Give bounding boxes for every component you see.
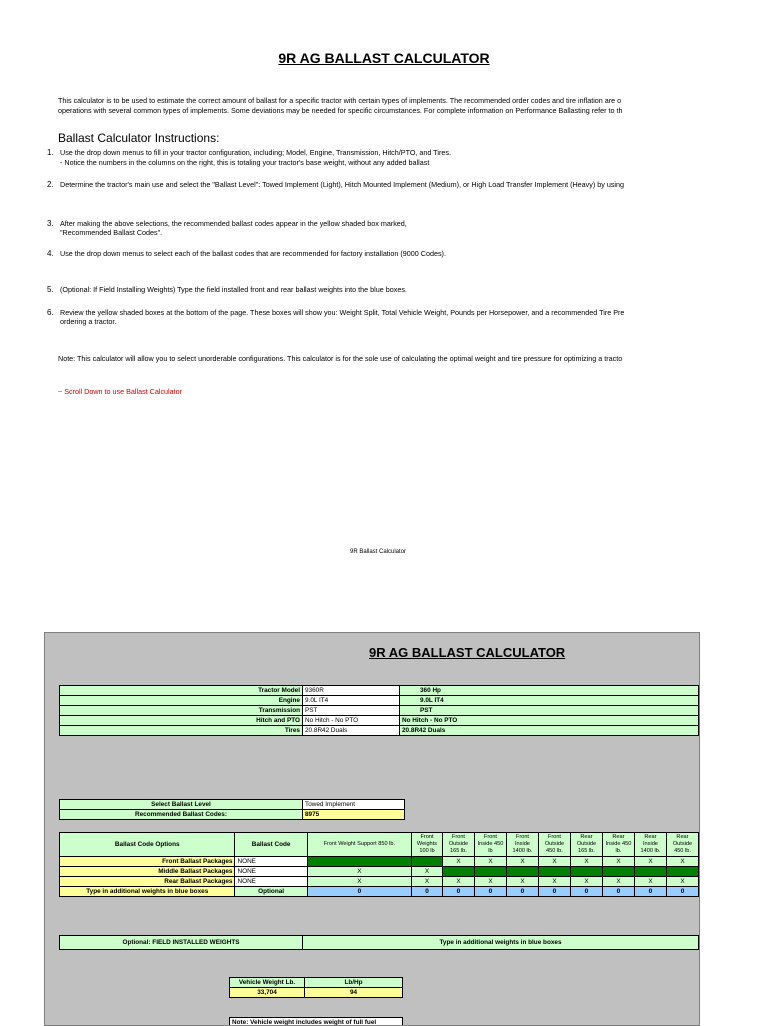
ballast-cell: X bbox=[442, 877, 474, 887]
step-text: Review the yellow shaded boxes at the bottom of the page. These boxes will show you: Weight Split, Total Vehicle Weight, Pounds per Horsepower, and a recommended Tire Pre bbox=[60, 308, 698, 317]
step-5 bbox=[0, 285, 698, 297]
footnote-table bbox=[229, 1017, 403, 1026]
ballast-cell bbox=[506, 867, 538, 877]
vehicle-weight-header: Vehicle Weight Lb. bbox=[230, 978, 305, 988]
col-header: Front Weight Support 850 lb. bbox=[307, 833, 411, 857]
ballast-level-label: Select Ballast Level bbox=[60, 800, 303, 810]
field-weights-label: Optional: FIELD INSTALLED WEIGHTS bbox=[60, 936, 303, 950]
weight-input[interactable]: 0 bbox=[602, 887, 634, 897]
ballast-cell: X bbox=[474, 857, 506, 867]
ballast-options-table bbox=[59, 832, 699, 897]
ballast-cell: X bbox=[666, 877, 698, 887]
step-text: Use the drop down menus to fill in your tractor configuration, including; Model, Engine, Transmission, Hitch/PTO, and Tires. bbox=[60, 148, 698, 157]
config-label: Tractor Model bbox=[60, 686, 303, 696]
config-info: 360 Hp bbox=[400, 686, 699, 696]
col-header: Front Inside 1400 lb. bbox=[506, 833, 538, 857]
config-info: 9.0L IT4 bbox=[400, 696, 699, 706]
step-number: 5. bbox=[47, 285, 54, 294]
ballast-cell bbox=[634, 867, 666, 877]
step-number: 4. bbox=[47, 249, 54, 258]
step-number: 6. bbox=[47, 308, 54, 317]
recommended-codes-value: 8975 bbox=[303, 810, 405, 820]
config-row bbox=[60, 696, 699, 706]
step-text: "Recommended Ballast Codes". bbox=[60, 228, 698, 237]
tractor-model-select[interactable]: 9360R bbox=[303, 686, 400, 696]
ballast-calculator-panel bbox=[44, 632, 700, 1026]
field-weights-table bbox=[59, 935, 699, 950]
ballast-cell bbox=[474, 867, 506, 877]
tires-select[interactable]: 20.8R42 Duals bbox=[303, 726, 400, 736]
optional-label: Optional bbox=[235, 887, 307, 897]
step-number: 1. bbox=[47, 148, 54, 157]
step-number: 2. bbox=[47, 180, 54, 189]
config-row bbox=[60, 726, 699, 736]
col-header: Rear Inside 450 lb. bbox=[602, 833, 634, 857]
config-label: Hitch and PTO bbox=[60, 716, 303, 726]
note-text: Note: This calculator will allow you to select unorderable configurations. This calculator is for the sole use of calculating the optimal weight and tire pressure for optimizing a tracto bbox=[58, 354, 698, 363]
options-header: Ballast Code Options bbox=[60, 833, 235, 857]
rear-ballast-select[interactable]: NONE bbox=[235, 877, 307, 887]
config-label: Transmission bbox=[60, 706, 303, 716]
intro-line-2: operations with several common types of implements. Some deviations may be needed for specific circumstances. For complete information on Performance Ballasting refer to th bbox=[58, 106, 698, 116]
front-ballast-select[interactable]: NONE bbox=[235, 857, 307, 867]
engine-select[interactable]: 9.0L IT4 bbox=[303, 696, 400, 706]
ballast-cell bbox=[602, 867, 634, 877]
ballast-cell: X bbox=[307, 877, 411, 887]
col-header: Rear Outside 450 lb. bbox=[666, 833, 698, 857]
weight-input[interactable]: 0 bbox=[506, 887, 538, 897]
middle-ballast-select[interactable]: NONE bbox=[235, 867, 307, 877]
ballast-cell: X bbox=[506, 857, 538, 867]
ballast-level-select[interactable]: Towed Implement bbox=[303, 800, 405, 810]
config-info: 20.8R42 Duals bbox=[400, 726, 699, 736]
weight-input[interactable]: 0 bbox=[634, 887, 666, 897]
ballast-cell: X bbox=[506, 877, 538, 887]
ballast-cell: X bbox=[474, 877, 506, 887]
step-text: Determine the tractor's main use and select the "Ballast Level": Towed Implement (Light), Hitch Mounted Implement (Medium), or High Load Transfer Implement (Heavy) by using bbox=[60, 180, 698, 189]
field-weights-hint: Type in additional weights in blue boxes bbox=[303, 936, 699, 950]
weight-input[interactable]: 0 bbox=[307, 887, 411, 897]
lb-hp-value: 94 bbox=[305, 988, 403, 998]
calculator-title: 9R AG BALLAST CALCULATOR bbox=[45, 645, 699, 660]
ballast-cell: X bbox=[442, 857, 474, 867]
config-label: Engine bbox=[60, 696, 303, 706]
config-info: PST bbox=[400, 706, 699, 716]
row-label: Type in additional weights in blue boxes bbox=[60, 887, 235, 897]
page-label: 9R Ballast Calculator bbox=[350, 549, 406, 555]
config-label: Tires bbox=[60, 726, 303, 736]
col-header: Rear Inside 1400 lb. bbox=[634, 833, 666, 857]
step-text: ordering a tractor. bbox=[60, 317, 698, 326]
weight-input[interactable]: 0 bbox=[442, 887, 474, 897]
row-label: Front Ballast Packages bbox=[60, 857, 235, 867]
vehicle-weight-value: 33,704 bbox=[230, 988, 305, 998]
col-header: Front Outside 165 lb. bbox=[442, 833, 474, 857]
intro-paragraph bbox=[58, 96, 698, 116]
additional-weights-row bbox=[60, 887, 699, 897]
ballast-cell: X bbox=[411, 877, 442, 887]
weight-input[interactable]: 0 bbox=[411, 887, 442, 897]
config-row bbox=[60, 716, 699, 726]
step-text: (Optional: If Field Installing Weights) Type the field installed front and rear ballast weights into the blue boxes. bbox=[60, 285, 698, 294]
step-1 bbox=[0, 148, 698, 160]
config-info: No Hitch - No PTO bbox=[400, 716, 699, 726]
step-3 bbox=[0, 219, 698, 241]
recommended-codes-label: Recommended Ballast Codes: bbox=[60, 810, 303, 820]
step-text: Use the drop down menus to select each of the ballast codes that are recommended for factory installation (9000 Codes). bbox=[60, 249, 698, 258]
weight-input[interactable]: 0 bbox=[666, 887, 698, 897]
step-text: After making the above selections, the recommended ballast codes appear in the yellow shaded box marked, bbox=[60, 219, 698, 228]
ballast-cell bbox=[442, 867, 474, 877]
weight-input[interactable]: 0 bbox=[570, 887, 602, 897]
ballast-cell bbox=[666, 867, 698, 877]
ballast-cell: X bbox=[602, 877, 634, 887]
vehicle-weight-table bbox=[229, 977, 403, 998]
config-row bbox=[60, 706, 699, 716]
ballast-cell bbox=[307, 857, 411, 867]
code-header: Ballast Code bbox=[235, 833, 307, 857]
ballast-cell: X bbox=[538, 877, 570, 887]
ballast-cell: X bbox=[570, 877, 602, 887]
row-label: Rear Ballast Packages bbox=[60, 877, 235, 887]
step-text: - Notice the numbers in the columns on the right, this is totaling your tractor's base weight, without any added ballast bbox=[60, 158, 698, 167]
ballast-cell: X bbox=[602, 857, 634, 867]
ballast-level-table bbox=[59, 799, 405, 820]
row-label: Middle Ballast Packages bbox=[60, 867, 235, 877]
ballast-cell: X bbox=[666, 857, 698, 867]
ballast-row-front bbox=[60, 857, 699, 867]
intro-line-1: This calculator is to be used to estimate the correct amount of ballast for a specific tractor with certain types of implements. The recommended order codes and tire inflation are o bbox=[58, 96, 698, 106]
ballast-cell: X bbox=[538, 857, 570, 867]
ballast-cell: X bbox=[307, 867, 411, 877]
ballast-cell: X bbox=[634, 877, 666, 887]
ballast-cell: X bbox=[570, 857, 602, 867]
step-number: 3. bbox=[47, 219, 54, 228]
ballast-cell: X bbox=[411, 867, 442, 877]
col-header: Front Weights 100 lb bbox=[411, 833, 442, 857]
step-6 bbox=[0, 308, 698, 330]
config-table bbox=[59, 685, 699, 736]
ballast-cell: X bbox=[634, 857, 666, 867]
document-title: 9R AG BALLAST CALCULATOR bbox=[0, 50, 768, 66]
ballast-row-middle bbox=[60, 867, 699, 877]
ballast-cell bbox=[570, 867, 602, 877]
scroll-hint: ~ Scroll Down to use Ballast Calculator bbox=[58, 387, 182, 396]
config-row bbox=[60, 686, 699, 696]
instructions-heading: Ballast Calculator Instructions: bbox=[58, 131, 219, 145]
step-2 bbox=[0, 180, 698, 192]
col-header: Rear Outside 165 lb. bbox=[570, 833, 602, 857]
ballast-cell bbox=[538, 867, 570, 877]
transmission-select[interactable]: PST bbox=[303, 706, 400, 716]
ballast-row-rear bbox=[60, 877, 699, 887]
hitch-pto-select[interactable]: No Hitch - No PTO bbox=[303, 716, 400, 726]
lb-hp-header: Lb/Hp bbox=[305, 978, 403, 988]
weight-input[interactable]: 0 bbox=[474, 887, 506, 897]
col-header: Front Outside 450 lb. bbox=[538, 833, 570, 857]
ballast-cell bbox=[411, 857, 442, 867]
weight-input[interactable]: 0 bbox=[538, 887, 570, 897]
col-header: Front Inside 450 lb bbox=[474, 833, 506, 857]
vehicle-weight-footnote: Note: Vehicle weight includes weight of full fuel bbox=[230, 1018, 403, 1026]
step-4 bbox=[0, 249, 698, 261]
